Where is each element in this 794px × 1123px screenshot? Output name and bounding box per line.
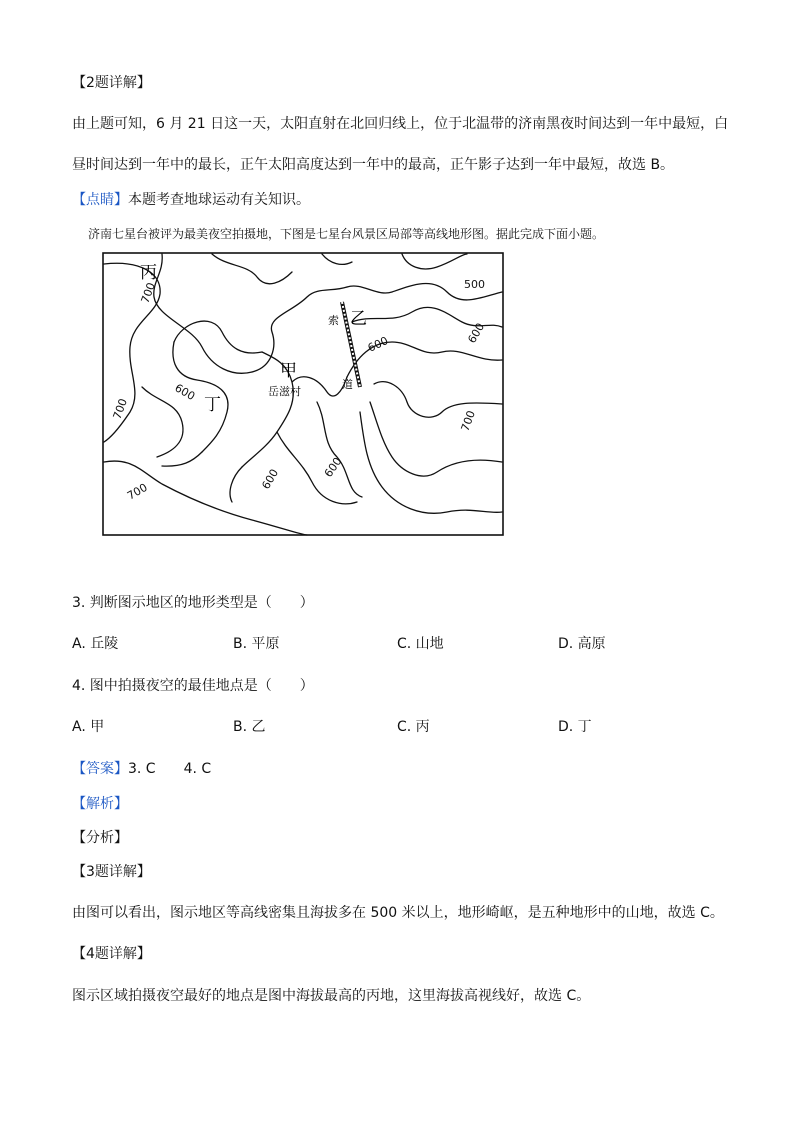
contour-label: 500 xyxy=(464,278,485,291)
contour-label: 600 xyxy=(321,455,345,480)
q4-detail-text: 图示区域拍摄夜空最好的地点是图中海拔最高的丙地，这里海拔高视线好，故选 C。 xyxy=(72,988,591,1004)
contour-label: 600 xyxy=(259,466,282,492)
place-jia: 甲 xyxy=(280,361,297,381)
q4-stem: 4. 图中拍摄夜空的最佳地点是（ ） xyxy=(72,678,314,694)
map-intro: 济南七星台被评为最美夜空拍摄地，下图是七星台风景区局部等高线地形图。据此完成下面小题。 xyxy=(88,227,605,241)
dianjing-text: 本题考查地球运动有关知识。 xyxy=(128,192,310,208)
fenxi-label: 【分析】 xyxy=(72,830,128,846)
ropeway-label-2: 道 xyxy=(342,378,353,391)
place-bing: 丙 xyxy=(140,263,157,283)
map-frame xyxy=(103,253,503,535)
q3-option-c: C. 山地 xyxy=(397,636,444,652)
contour-label: 700 xyxy=(138,280,159,306)
q3-detail-text: 由图可以看出，图示地区等高线密集且海拔多在 500 米以上，地形崎岖，是五种地形中的山地，故选 C。 xyxy=(72,905,724,921)
q2-explanation-line1: 由上题可知，6 月 21 日这一天，太阳直射在北回归线上，位于北温带的济南黑夜时间达到一年中最短，白 xyxy=(72,116,729,132)
village-label: 岳滋村 xyxy=(268,385,301,398)
dianjing-label: 【点睛】 xyxy=(72,192,128,208)
place-yi: 乙 xyxy=(350,309,367,329)
contour-label: 700 xyxy=(110,396,131,422)
contour-label: 600 xyxy=(365,334,391,355)
answer-text: 3. C 4. C xyxy=(128,761,212,777)
q4-option-a: A. 甲 xyxy=(72,719,105,735)
q4-option-d: D. 丁 xyxy=(558,719,592,735)
contour-label: 700 xyxy=(458,408,479,434)
place-ding: 丁 xyxy=(204,395,221,415)
dianjing-note xyxy=(72,190,310,210)
contour-map xyxy=(102,252,504,536)
q3-stem: 3. 判断图示地区的地形类型是（ ） xyxy=(72,595,314,611)
q3-option-b: B. 平原 xyxy=(233,636,280,652)
q2-detail-heading: 【2题详解】 xyxy=(72,75,151,91)
q4-detail-heading: 【4题详解】 xyxy=(72,946,151,962)
contour-label: 600 xyxy=(465,320,488,346)
q2-explanation-line2: 昼时间达到一年中的最长，正午太阳高度达到一年中的最高，正午影子达到一年中最短，故选 B。 xyxy=(72,157,675,173)
contour-label: 700 xyxy=(125,480,150,503)
q3-option-d: D. 高原 xyxy=(558,636,606,652)
q4-option-c: C. 丙 xyxy=(397,719,430,735)
q3-detail-heading: 【3题详解】 xyxy=(72,864,151,880)
ropeway-label-1: 索 xyxy=(328,314,339,327)
q4-option-b: B. 乙 xyxy=(233,719,266,735)
q3-option-a: A. 丘陵 xyxy=(72,636,119,652)
answer-label: 【答案】 xyxy=(72,761,128,777)
answer-row xyxy=(72,759,211,779)
contour-label: 600 xyxy=(172,381,198,404)
jiexi-label: 【解析】 xyxy=(72,796,128,812)
